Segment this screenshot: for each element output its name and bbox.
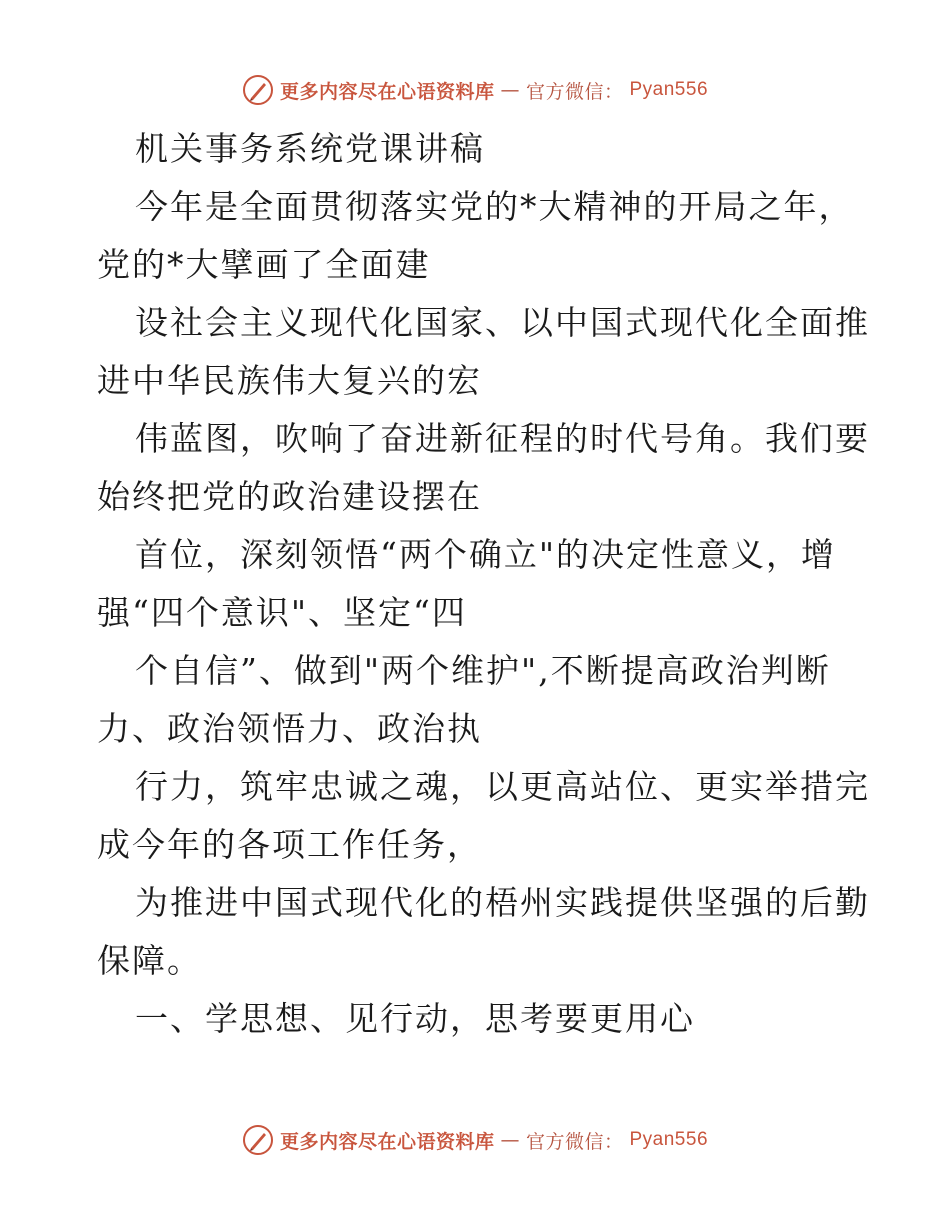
section-heading: 一、学思想、见行动，思考要更用心 — [135, 999, 695, 1038]
document-body — [97, 120, 870, 1048]
text-line: 今年是全面贯彻落实党的*大精神的开局之年， — [135, 187, 854, 226]
text-line: 成今年的各项工作任务， — [97, 825, 482, 864]
text-line: 进中华民族伟大复兴的宏 — [97, 361, 482, 400]
text-line: 强“四个意识"、坚定“四 — [97, 593, 467, 632]
watermark-brand: 更多内容尽在心语资料库 — [279, 1130, 495, 1153]
text-line: 始终把党的政治建设摆在 — [97, 477, 482, 516]
text-line: 力、政治领悟力、政治执 — [97, 709, 482, 748]
text-line: 党的*大擘画了全面建 — [97, 245, 431, 284]
document-title: 机关事务系统党课讲稿 — [135, 129, 485, 168]
watermark-suffix: 官方微信： — [525, 80, 624, 103]
text-line: 设社会主义现代化国家、以中国式现代化全面推 — [135, 303, 870, 342]
text-line: 为推进中国式现代化的梧州实践提供坚强的后勤 — [135, 883, 870, 922]
header-watermark — [0, 70, 950, 110]
watermark-brand: 更多内容尽在心语资料库 — [279, 80, 495, 103]
text-line: 行力，筑牢忠诚之魂，以更高站位、更实举措完 — [135, 767, 870, 806]
watermark-wechat-id: Pyan556 — [629, 79, 709, 100]
text-line: 个自信”、做到"两个维护",不断提高政治判断 — [135, 651, 831, 690]
text-line: 首位，深刻领悟“两个确立"的决定性意义，增 — [135, 535, 837, 574]
watermark-suffix: 官方微信： — [525, 1130, 624, 1153]
watermark-separator: — — [500, 79, 520, 101]
text-line: 伟蓝图，吹响了奋进新征程的时代号角。我们要 — [135, 419, 870, 458]
watermark-separator: — — [500, 1129, 520, 1151]
footer-watermark — [0, 1120, 950, 1160]
watermark-wechat-id: Pyan556 — [629, 1129, 709, 1150]
quill-pen-icon — [242, 1124, 274, 1156]
quill-pen-icon — [242, 74, 274, 106]
text-line: 保障。 — [97, 941, 202, 980]
